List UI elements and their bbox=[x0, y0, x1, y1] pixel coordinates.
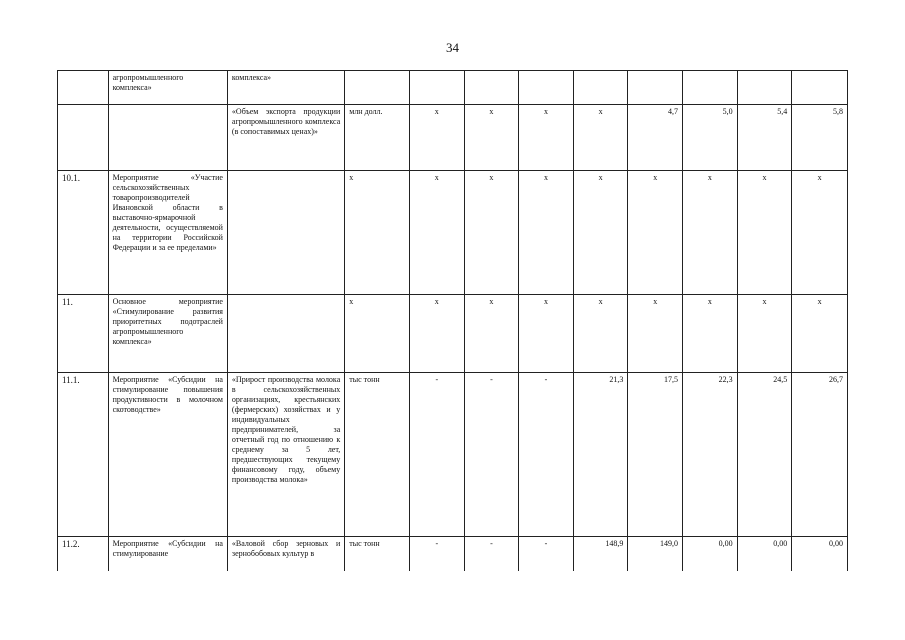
value-cell: - bbox=[464, 537, 519, 571]
value-cell: х bbox=[683, 295, 738, 373]
value-cell: 5,4 bbox=[737, 105, 792, 171]
value-cell: х bbox=[628, 295, 683, 373]
indicator-name: «Прирост производства молока в сельскохозяйственных организациях, крестьянских (фермерских) хозяйствах и у индивидуальных предпринимателей, за отчетный год по отношению к среднему за 5 лет, предшествующих текущему финансовому году, объему производства молока» bbox=[227, 373, 344, 537]
unit-cell: тыс тонн bbox=[345, 537, 410, 571]
value-cell: х bbox=[409, 171, 464, 295]
value-cell: 148,9 bbox=[573, 537, 628, 571]
row-number bbox=[58, 71, 109, 105]
value-cell bbox=[519, 71, 574, 105]
row-number: 11. bbox=[58, 295, 109, 373]
value-cell: х bbox=[464, 105, 519, 171]
row-number: 10.1. bbox=[58, 171, 109, 295]
activity-name: Мероприятие «Субсидии на стимулирование bbox=[108, 537, 227, 571]
indicators-table bbox=[57, 70, 848, 571]
value-cell: х bbox=[573, 105, 628, 171]
value-cell: х bbox=[464, 295, 519, 373]
value-cell bbox=[573, 71, 628, 105]
value-cell: х bbox=[792, 295, 848, 373]
value-cell: 0,00 bbox=[683, 537, 738, 571]
value-cell: - bbox=[519, 537, 574, 571]
indicator-name: комплекса» bbox=[227, 71, 344, 105]
row-number bbox=[58, 105, 109, 171]
page-number: 34 bbox=[446, 40, 459, 55]
value-cell bbox=[409, 71, 464, 105]
value-cell: х bbox=[573, 295, 628, 373]
value-cell bbox=[737, 71, 792, 105]
value-cell bbox=[792, 71, 848, 105]
value-cell: - bbox=[409, 537, 464, 571]
indicator-name: «Валовой сбор зерновых и зернобобовых культур в bbox=[227, 537, 344, 571]
value-cell: х bbox=[519, 295, 574, 373]
value-cell: 149,0 bbox=[628, 537, 683, 571]
value-cell: 21,3 bbox=[573, 373, 628, 537]
value-cell: х bbox=[519, 171, 574, 295]
value-cell bbox=[628, 71, 683, 105]
value-cell: х bbox=[683, 171, 738, 295]
value-cell: х bbox=[573, 171, 628, 295]
activity-name: Мероприятие «Участие сельскохозяйственных товаропроизводителей Ивановской области в выставочно-ярмарочной деятельности, осуществляемой на территории Российской Федерации и за ее пределами» bbox=[108, 171, 227, 295]
table-row bbox=[58, 373, 848, 537]
unit-cell bbox=[345, 71, 410, 105]
value-cell bbox=[464, 71, 519, 105]
value-cell: х bbox=[464, 171, 519, 295]
value-cell: х bbox=[409, 105, 464, 171]
value-cell: - bbox=[519, 373, 574, 537]
activity-name: агропромышленного комплекса» bbox=[108, 71, 227, 105]
activity-name: Мероприятие «Субсидии на стимулирование повышения продуктивности в молочном скотоводстве» bbox=[108, 373, 227, 537]
value-cell bbox=[683, 71, 738, 105]
table-row bbox=[58, 71, 848, 105]
activity-name: Основное мероприятие «Стимулирование развития приоритетных подотраслей агропромышленного комплекса» bbox=[108, 295, 227, 373]
activity-name bbox=[108, 105, 227, 171]
indicator-name bbox=[227, 171, 344, 295]
value-cell: 24,5 bbox=[737, 373, 792, 537]
row-number: 11.2. bbox=[58, 537, 109, 571]
unit-cell: тыс тонн bbox=[345, 373, 410, 537]
value-cell: х bbox=[519, 105, 574, 171]
value-cell: 0,00 bbox=[792, 537, 848, 571]
unit-cell: млн долл. bbox=[345, 105, 410, 171]
table-row bbox=[58, 537, 848, 571]
value-cell: х bbox=[628, 171, 683, 295]
value-cell: 5,8 bbox=[792, 105, 848, 171]
unit-cell: х bbox=[345, 171, 410, 295]
value-cell: 4,7 bbox=[628, 105, 683, 171]
table-row bbox=[58, 295, 848, 373]
value-cell: х bbox=[737, 295, 792, 373]
row-number: 11.1. bbox=[58, 373, 109, 537]
value-cell: - bbox=[409, 373, 464, 537]
value-cell: 26,7 bbox=[792, 373, 848, 537]
unit-cell: х bbox=[345, 295, 410, 373]
indicator-name bbox=[227, 295, 344, 373]
value-cell: 22,3 bbox=[683, 373, 738, 537]
value-cell: х bbox=[737, 171, 792, 295]
value-cell: 0,00 bbox=[737, 537, 792, 571]
value-cell: - bbox=[464, 373, 519, 537]
value-cell: 5,0 bbox=[683, 105, 738, 171]
value-cell: 17,5 bbox=[628, 373, 683, 537]
value-cell: х bbox=[409, 295, 464, 373]
table-row bbox=[58, 171, 848, 295]
indicator-name: «Объем экспорта продукции агропромышленного комплекса (в сопоставимых ценах)» bbox=[227, 105, 344, 171]
value-cell: х bbox=[792, 171, 848, 295]
table-row bbox=[58, 105, 848, 171]
